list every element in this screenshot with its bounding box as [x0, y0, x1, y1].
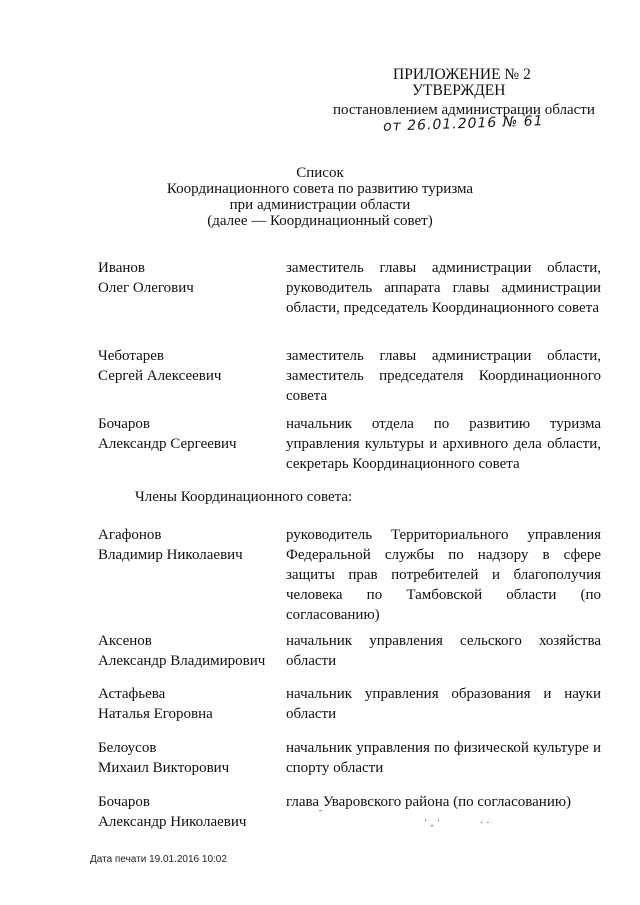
person-name [98, 525, 283, 565]
person-surname: Агафонов [98, 527, 162, 543]
document-title [0, 165, 640, 229]
members-heading: Члены Координационного совета: [135, 489, 353, 505]
person-surname: Чеботарев [98, 348, 164, 364]
person-surname: Астафьева [98, 686, 166, 702]
person-role: заместитель главы администрации области, заместитель председателя Координационного совета [286, 348, 601, 404]
person-name [98, 346, 283, 386]
person-name [98, 738, 283, 778]
scan-artifact: ˉ [318, 810, 323, 821]
person-given-name: Михаил Викторович [98, 760, 230, 776]
appendix-label: ПРИЛОЖЕНИЕ № 2 [393, 66, 531, 83]
person-role: глава Уваровского района (по согласованию) [286, 794, 572, 810]
person-surname: Бочаров [98, 794, 151, 810]
resolution-label: постановлением администрации области [333, 102, 595, 118]
title-line-1: Список [296, 165, 344, 181]
person-given-name: Александр Владимирович [98, 653, 266, 669]
person-given-name: Владимир Николаевич [98, 547, 243, 563]
scan-artifact: · ‸ · [424, 816, 441, 827]
person-given-name: Олег Олегович [98, 280, 194, 296]
person-role: начальник управления сельского хозяйства области [286, 633, 601, 669]
approved-label: УТВЕРЖДЕН [412, 82, 506, 99]
person-role: начальник отдела по развитию туризма управления культуры и архивного дела области, секретарь Координационного совета [286, 416, 601, 472]
title-line-4: (далее — Координационный совет) [207, 213, 433, 229]
person-name [98, 684, 283, 724]
person-surname: Иванов [98, 260, 145, 276]
handwritten-date-number: от 26.01.2016 № 61 [382, 113, 544, 135]
person-given-name: Александр Николаевич [98, 814, 247, 830]
person-given-name: Наталья Егоровна [98, 706, 213, 722]
person-role: руководитель Территориального управления Федеральной службы по надзору в сфере защиты прав потребителей и благополучия человека по Тамбовской области (по согласованию) [286, 527, 601, 623]
person-role: начальник управления по физической культуре и спорту области [286, 740, 601, 776]
person-surname: Белоусов [98, 740, 157, 756]
person-role: начальник управления образования и науки области [286, 686, 601, 722]
person-name [98, 414, 283, 454]
person-given-name: Сергей Алексеевич [98, 368, 222, 384]
person-role: заместитель главы администрации области, руководитель аппарата главы администрации области, председатель Координационного совета [286, 260, 601, 316]
person-name [98, 258, 283, 298]
person-surname: Бочаров [98, 416, 151, 432]
scan-artifact: · · [480, 818, 490, 829]
title-line-3: при администрации области [229, 197, 411, 213]
person-given-name: Александр Сергеевич [98, 436, 237, 452]
title-line-2: Координационного совета по развитию туризма [166, 181, 474, 197]
person-surname: Аксенов [98, 633, 152, 649]
person-name [98, 792, 283, 832]
print-date: Дата печати 19.01.2016 10:02 [90, 854, 227, 865]
person-name [98, 631, 283, 671]
